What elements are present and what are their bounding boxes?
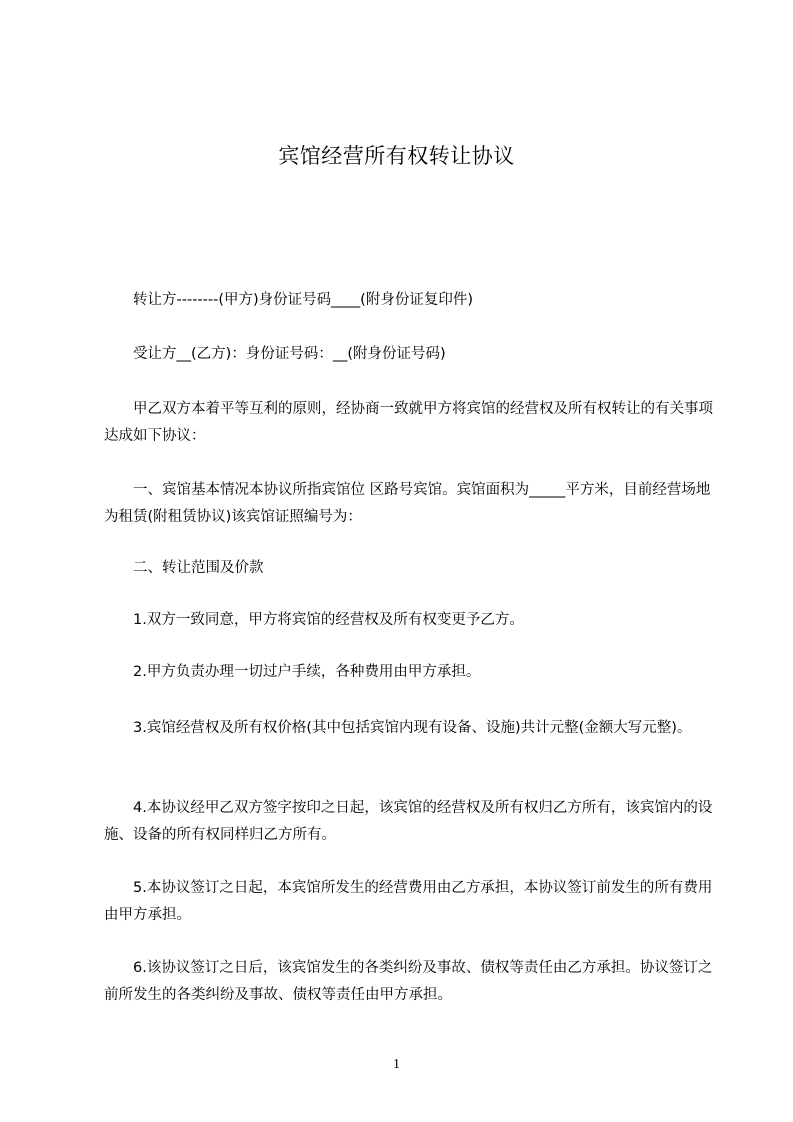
paragraph-transferor: 转让方--------(甲方)身份证号码____(附身份证复印件) — [104, 292, 473, 308]
paragraph-transferee: 受让方__(乙方)：身份证号码：__(附身份证号码) — [104, 346, 446, 362]
paragraph-section-1: 一、宾馆基本情况本协议所指宾馆位 区路号宾馆。宾馆面积为_____平方米，目前经营场地为租赁(附租赁协议)该宾馆证照编号为： — [104, 482, 711, 525]
paragraph-clause-4: 4.本协议经甲乙双方签字按印之日起，该宾馆的经营权及所有权归乙方所有，该宾馆内的设施、设备的所有权同样归乙方所有。 — [104, 800, 713, 843]
paragraph-clause-2: 2.甲方负责办理一切过户手续，各种费用由甲方承担。 — [104, 664, 481, 680]
paragraph-clause-1: 1.双方一致同意，甲方将宾馆的经营权及所有权变更予乙方。 — [104, 612, 524, 628]
paragraph-section-2-heading: 二、转让范围及价款 — [104, 560, 264, 576]
paragraph-preamble: 甲乙双方本着平等互利的原则，经协商一致就甲方将宾馆的经营权及所有权转让的有关事项达成如下协议： — [104, 401, 713, 444]
paragraph-clause-5: 5.本协议签订之日起，本宾馆所发生的经营费用由乙方承担，本协议签订前发生的所有费用由甲方承担。 — [104, 880, 713, 923]
page-number: 1 — [393, 1057, 400, 1072]
paragraph-clause-3: 3.宾馆经营权及所有权价格(其中包括宾馆内现有设备、设施)共计元整(金额大写元整)。 — [104, 720, 692, 736]
paragraph-clause-6: 6.该协议签订之日后，该宾馆发生的各类纠纷及事故、债权等责任由乙方承担。协议签订之前所发生的各类纠纷及事故、债权等责任由甲方承担。 — [104, 960, 713, 1003]
document-title: 宾馆经营所有权转让协议 — [278, 144, 515, 168]
